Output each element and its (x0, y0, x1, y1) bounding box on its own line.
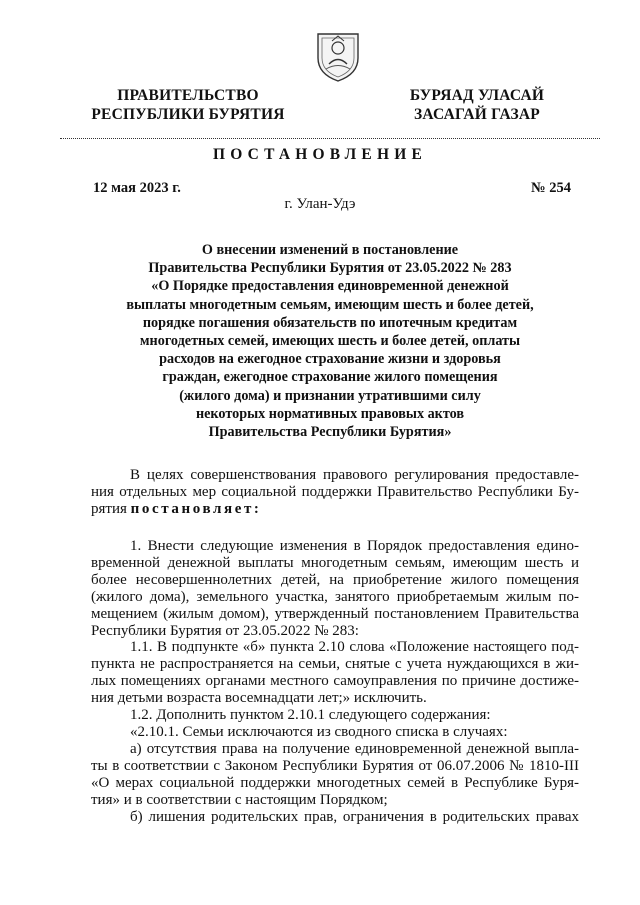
title-line: выплаты многодетным семьям, имеющим шесть и более детей, (126, 296, 534, 313)
text-line: «О мерах социальной поддержки многодетных семей в Республике Буря- (91, 774, 579, 791)
title-line: порядке погашения обязательств по ипотечным кредитам (142, 314, 518, 331)
text-line: Республики Бурятия от 23.05.2022 № 283: (91, 622, 359, 639)
text-line: б) лишения родительских прав, ограничения в родительских правах (130, 808, 579, 825)
header-divider (60, 138, 600, 139)
org-name-line: ЗАСАГАЙ ГАЗАР (414, 106, 540, 123)
text-line: 1.2. Дополнить пунктом 2.10.1 следующего содержания: (130, 707, 491, 724)
text-line: более несовершеннолетних детей, на приобретение жилого помещения (91, 571, 579, 588)
org-name-line: ПРАВИТЕЛЬСТВО (117, 87, 259, 104)
text-line: мещением (жилым домом), утвержденный постановлением Правительства (91, 605, 579, 622)
text-line: а) отсутствия права на получение единовременной денежной выпла- (130, 740, 579, 757)
org-name-line: РЕСПУБЛИКИ БУРЯТИЯ (91, 106, 285, 123)
text-line: временной денежной выплаты многодетным семьям, имеющим шесть и (91, 554, 579, 571)
text-line: тия» и в соответствии с настоящим Порядком; (91, 791, 388, 808)
title-line: расходов на ежегодное страхование жизни и здоровья (159, 351, 501, 368)
text-line: «2.10.1. Семьи исключаются из сводного списка в случаях: (130, 723, 508, 740)
resolution-keyword: постановляет: (130, 500, 262, 517)
document-title (100, 241, 560, 441)
text-line: лых помещениях органами местного самоуправления по причине достиже- (91, 673, 579, 690)
title-line: некоторых нормативных правовых актов (195, 405, 465, 422)
coat-of-arms-icon (312, 28, 364, 84)
text-line: пункта не распространяется на семьи, снятые с учета нуждающихся в жи- (91, 656, 579, 673)
preamble-paragraph (91, 467, 579, 518)
text-line: ния детьми возраста восемнадцати лет;» исключить. (91, 690, 427, 707)
org-name-buryat (392, 86, 562, 124)
title-line: граждан, ежегодное страхование жилого помещения (162, 369, 498, 386)
document-type: ПОСТАНОВЛЕНИЕ (212, 146, 428, 163)
title-line: (жилого дома) и признании утратившими силу (179, 387, 481, 404)
org-name-line: БУРЯАД УЛАСАЙ (409, 87, 545, 104)
text-line: ты в соответствии с Законом Республики Бурятия от 06.07.2006 № 1810-III (91, 757, 579, 774)
text-line: 1. Внести следующие изменения в Порядок предоставления едино- (130, 538, 579, 554)
document-number: № 254 (531, 180, 571, 196)
text-line: (жилого дома), земельного участка, занятого приобретаемым жилым по- (91, 588, 579, 605)
text-line: 1.1. В подпункте «б» пункта 2.10 слова «Положение настоящего под- (130, 639, 579, 656)
text-line: ния отдельных мер социальной поддержки Правительство Республики Бу- (91, 483, 579, 500)
document-city: г. Улан-Удэ (284, 196, 356, 212)
title-line: О внесении изменений в постановление (201, 242, 459, 258)
title-line: Правительства Республики Бурятия» (208, 424, 452, 441)
resolution-body (91, 538, 579, 825)
text-line: В целях совершенствования правового регулирования предоставле- (130, 467, 579, 483)
document-date: 12 мая 2023 г. (93, 180, 181, 196)
title-line: многодетных семей, имеющих шесть и более детей, оплаты (139, 333, 521, 350)
text-line (91, 501, 579, 518)
title-line: «О Порядке предоставления единовременной денежной (151, 278, 509, 295)
text-fragment: рятия (91, 500, 127, 517)
title-line: Правительства Республики Бурятия от 23.05.2022 № 283 (148, 260, 512, 277)
org-name-russian (88, 86, 288, 124)
